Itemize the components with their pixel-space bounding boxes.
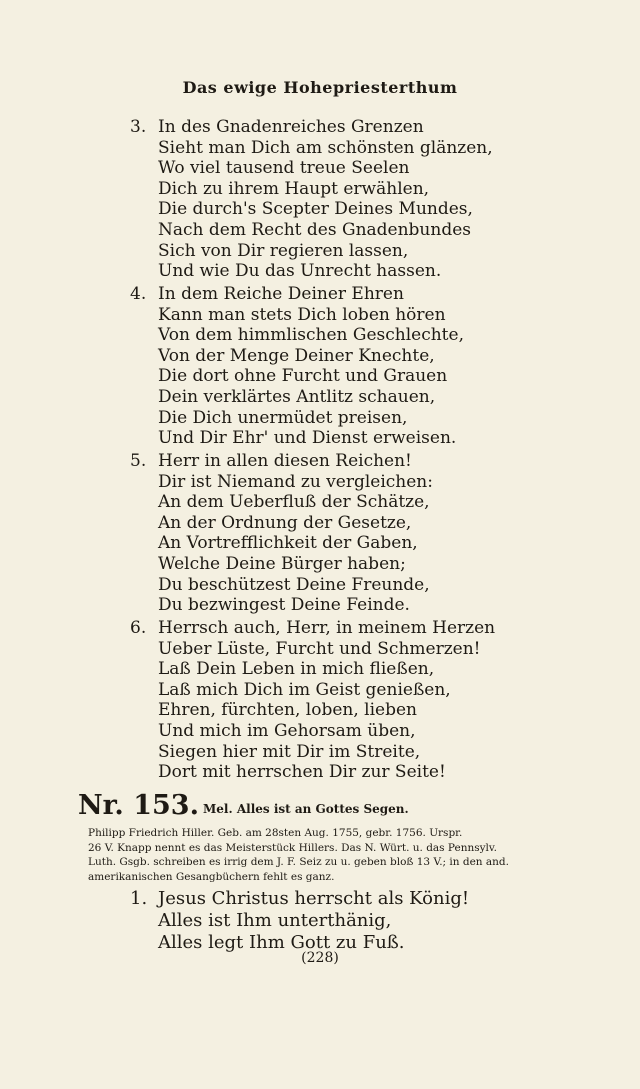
verse-line: Und mich im Gehorsam üben,	[158, 720, 416, 741]
verse-line: Sich von Dir regieren lassen,	[158, 240, 409, 261]
verse-line: Du beschützest Deine Freunde,	[158, 574, 430, 595]
verse-line: Und wie Du das Unrecht hassen.	[158, 261, 442, 282]
verse-line: Laß Dein Leben in mich fließen,	[158, 659, 435, 680]
verse-line: Die Dich unermüdet preisen,	[158, 407, 408, 428]
verse-1	[130, 888, 510, 954]
verse-number: 4.	[130, 284, 147, 304]
verse-line: Laß mich Dich im Geist genießen,	[158, 679, 451, 700]
verse-line: 6. Herrsch auch, Herr, in meinem Herzen	[130, 618, 496, 638]
note-line: Philipp Friedrich Hiller. Geb. am 28sten Aug. 1755, gebr. 1756. Urspr.	[88, 827, 463, 839]
melody-reference: Mel. Alles ist an Gottes Segen.	[203, 802, 409, 816]
verse-line: Siegen hier mit Dir im Streite,	[158, 741, 421, 762]
verse-line: Sieht man Dich am schönsten glänzen,	[158, 137, 493, 158]
verse-line: Die durch's Scepter Deines Mundes,	[158, 199, 473, 220]
verse-line: Von der Menge Deiner Knechte,	[158, 345, 435, 366]
verse-line: Dort mit herrschen Dir zur Seite!	[158, 762, 446, 783]
verse-line: Kann man stets Dich loben hören	[158, 304, 446, 325]
verse-line: An dem Ueberfluß der Schätze,	[158, 492, 430, 513]
verse-line: Nach dem Recht des Gnadenbundes	[158, 219, 471, 240]
hymn-number: Nr. 153.	[78, 790, 199, 821]
verse-line: Ueber Lüste, Furcht und Schmerzen!	[158, 638, 481, 659]
verse-line: 3. In des Gnadenreiches Grenzen	[130, 117, 424, 137]
verse-line: Und Dir Ehr' und Dienst erweisen.	[158, 428, 457, 449]
verse-line: Dich zu ihrem Haupt erwählen,	[158, 178, 430, 199]
page-number: (228)	[301, 950, 339, 966]
hymn-heading	[78, 788, 578, 828]
verse-number: 1.	[130, 888, 148, 909]
verse-5	[130, 451, 510, 616]
verse-3	[130, 117, 510, 282]
verse-number: 5.	[130, 451, 147, 471]
verse-line: Alles legt Ihm Gott zu Fuß.	[158, 932, 405, 953]
verse-line: Die dort ohne Furcht und Grauen	[158, 366, 448, 387]
verse-line: An der Ordnung der Gesetze,	[158, 512, 412, 533]
verse-line: An Vortrefflichkeit der Gaben,	[158, 533, 418, 554]
verse-line: 1. Jesus Christus herrscht als König!	[130, 888, 470, 909]
verse-number: 6.	[130, 618, 147, 638]
verse-line: Ehren, fürchten, loben, lieben	[158, 700, 417, 721]
verse-line: Welche Deine Bürger haben;	[158, 553, 406, 574]
verse-line: Dir ist Niemand zu vergleichen:	[158, 471, 433, 492]
note-line: Luth. Gsgb. schreiben es irrig dem J. F. Seiz zu u. geben bloß 13 V.; in den and.	[88, 856, 509, 868]
note-line: 26 V. Knapp nennt es das Meisterstück Hillers. Das N. Würt. u. das Pennsylv.	[88, 841, 497, 854]
verse-4	[130, 284, 510, 449]
verse-line: Dein verklärtes Antlitz schauen,	[158, 386, 436, 407]
verse-6	[130, 618, 510, 783]
verse-line: 5. Herr in allen diesen Reichen!	[130, 451, 412, 471]
verse-line: Alles ist Ihm unterthänig,	[158, 910, 392, 931]
running-title: Das ewige Hohepriesterthum	[182, 78, 458, 97]
author-note	[88, 826, 508, 884]
verse-number: 3.	[130, 117, 147, 137]
verse-line: Von dem himmlischen Geschlechte,	[158, 325, 464, 346]
note-line: amerikanischen Gesangbüchern fehlt es ganz.	[88, 870, 335, 883]
verse-line: Wo viel tausend treue Seelen	[158, 158, 410, 179]
verse-line: Du bezwingest Deine Feinde.	[158, 595, 410, 616]
verse-line: 4. In dem Reiche Deiner Ehren	[130, 284, 404, 304]
